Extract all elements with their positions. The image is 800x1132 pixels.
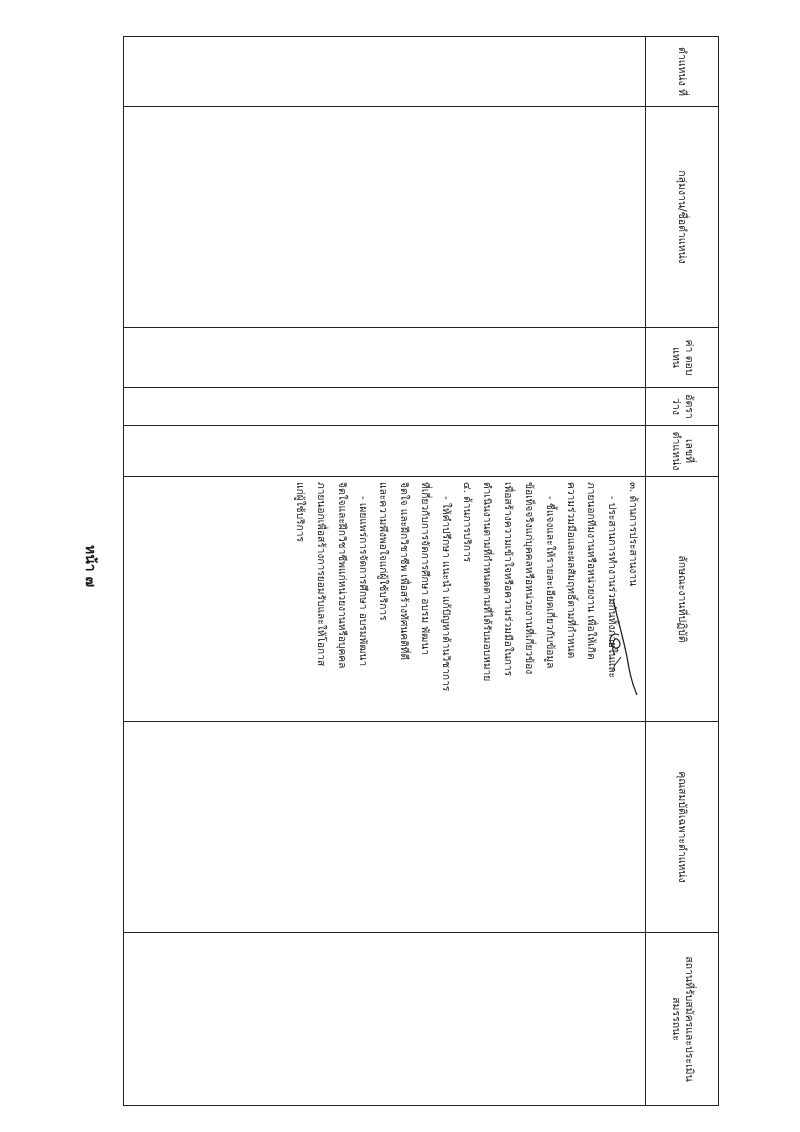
column-compensation bbox=[124, 328, 718, 388]
header-duties: ลักษณะงานที่ปฏิบัติ bbox=[645, 477, 718, 721]
column-group-name bbox=[124, 107, 718, 328]
signature-image bbox=[603, 597, 641, 697]
cell-vacancy-rate bbox=[124, 388, 645, 425]
duties-line: ที่เกี่ยวกับการจัดการศึกษา อบรม พัฒนา bbox=[419, 482, 431, 655]
duties-line: จิตใจและฝึกวิชาชีพแก่หน่วยงานหรือบุคคล bbox=[335, 482, 347, 669]
duties-line: ข้อเท็จจริงแก่บุคคลหรือหน่วยงานที่เกี่ยวข้อง bbox=[523, 482, 535, 675]
duties-line: แก่ผู้ใช้บริการ bbox=[294, 482, 306, 542]
cell-compensation bbox=[124, 328, 645, 387]
cell-position-id bbox=[124, 426, 645, 476]
column-position-id bbox=[124, 426, 718, 477]
header-group-name: กลุ่มงาน/ชื่อตำแหน่ง bbox=[645, 107, 718, 327]
duties-line: ภายนอกเพื่อสร้างการยอมรับและให้โอกาส bbox=[315, 482, 327, 667]
duties-line: ๓. ด้านการประสานงาน bbox=[627, 482, 638, 587]
column-duties bbox=[124, 477, 718, 722]
column-vacancy-rate bbox=[124, 388, 718, 426]
duties-line: จิตใจ และฝึกวิชาชีพ เพื่อสร้างทัศนคติที่ดี bbox=[398, 482, 410, 661]
duties-list bbox=[288, 482, 642, 716]
cell-position-no bbox=[124, 37, 645, 106]
cell-group-name bbox=[124, 107, 645, 327]
cell-qualifications bbox=[124, 722, 645, 932]
duties-line: และความพึงพอใจแก่ผู้ใช้บริการ bbox=[377, 482, 389, 621]
cell-duties bbox=[124, 477, 645, 721]
duties-line: ดำเนินงานตามที่กำหนดตามที่ได้รับมอบหมาย bbox=[481, 482, 493, 682]
duties-line: - ชี้แจงและให้รายละเอียดเกี่ยวกับข้อมูล bbox=[543, 496, 555, 669]
column-application-place bbox=[124, 933, 718, 1105]
header-compensation: ค่า ตอบ แทน bbox=[645, 328, 718, 387]
duties-line: - ประสานการทำงานร่วมกันทั้งภายในและ bbox=[606, 496, 618, 679]
duties-line: - ให้คำปรึกษา แนะนำ แก้ปัญหาด้านวิชาการ bbox=[439, 496, 451, 692]
position-table bbox=[123, 36, 719, 1106]
duties-line: เพื่อสร้างความเข้าใจหรือความร่วมมือในการ bbox=[502, 482, 514, 677]
position-table-wrapper bbox=[123, 36, 719, 1106]
column-qualifications bbox=[124, 722, 718, 933]
duties-line: - เผยแพร่การจัดการศึกษา อบรมพัฒนา bbox=[356, 496, 368, 667]
duties-line: ภายนอกทีมงานหรือหน่วยงาน เพื่อให้เกิด bbox=[585, 482, 597, 660]
duties-line: ความร่วมมือและผลสัมฤทธิ์ตามที่กำหนด bbox=[564, 482, 576, 659]
header-position-id: เลขที่ ตำแหน่ง bbox=[645, 426, 718, 476]
header-qualifications: คุณสมบัติเฉพาะตำแหน่ง bbox=[645, 722, 718, 932]
duties-line: ๔. ด้านการบริการ bbox=[460, 482, 472, 563]
column-position-no bbox=[124, 37, 718, 107]
cell-application-place bbox=[124, 933, 645, 1105]
header-vacancy-rate: อัตรา ว่าง bbox=[645, 388, 718, 425]
header-position-no: ตำแหน่ง ที่ bbox=[645, 37, 718, 106]
header-application-place: สถานที่รับสมัครและประเมินสมรรถนะ bbox=[645, 933, 718, 1105]
